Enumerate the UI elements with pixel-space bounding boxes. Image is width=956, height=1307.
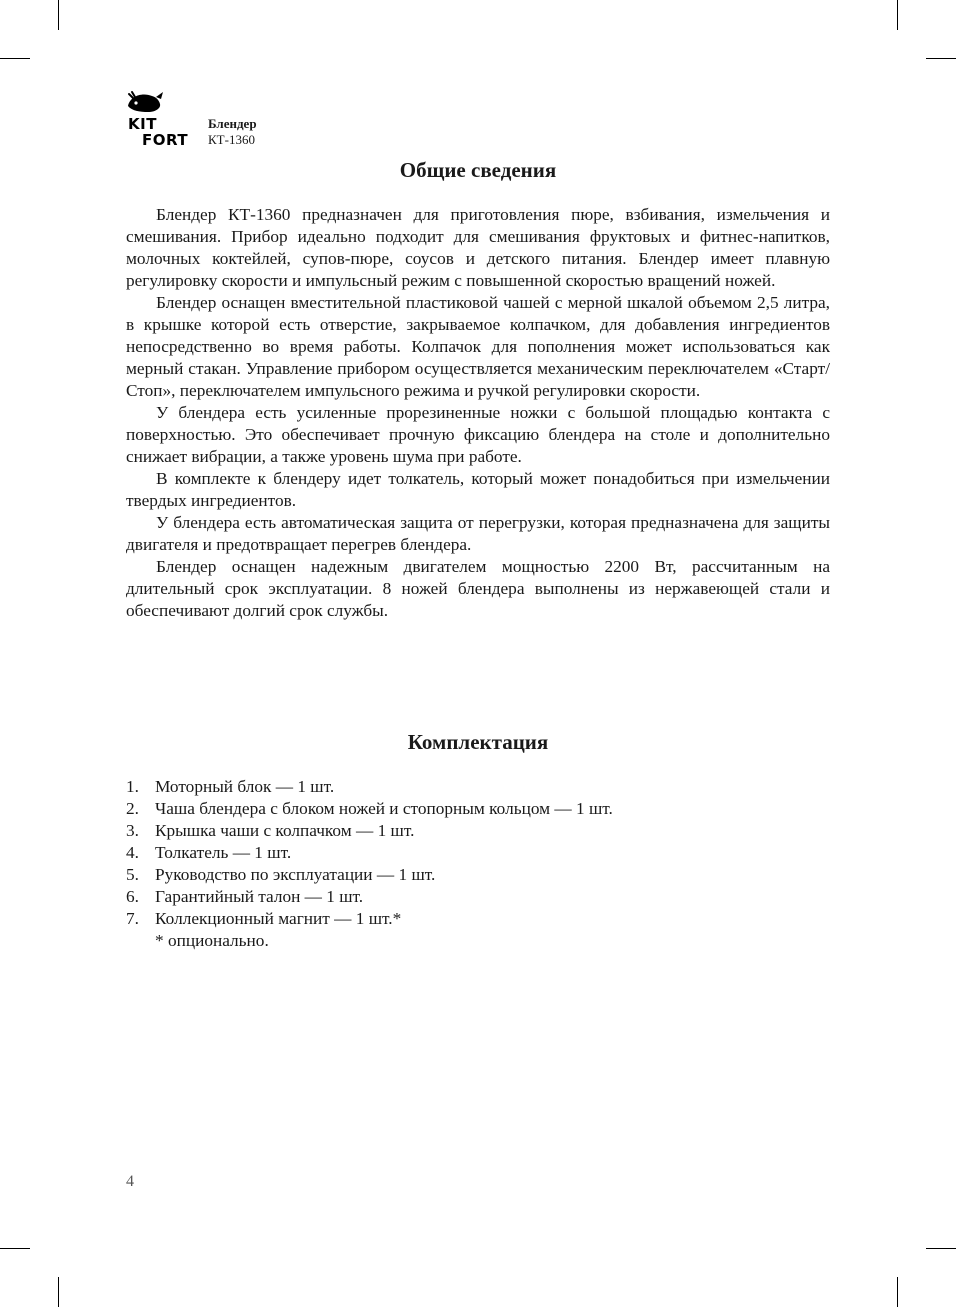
crop-mark-top-left-h	[0, 58, 30, 59]
paragraph: Блендер оснащен надежным двигателем мощностью 2200 Вт, рассчитанным на длительный срок эксплуатации. 8 ножей блендера выполнены из нержавеющей стали и обеспечивают долгий срок службы.	[126, 557, 830, 620]
product-label	[208, 116, 257, 148]
list-item-text: Коллекционный магнит — 1 шт.*	[155, 909, 402, 928]
crop-mark-bottom-left	[58, 1277, 59, 1307]
kit-list	[126, 776, 830, 930]
list-item	[126, 776, 830, 798]
logo-text-kit: KIT	[128, 115, 157, 133]
kit-footnote: * опционально.	[155, 931, 269, 950]
crop-mark-bottom-right	[897, 1277, 898, 1307]
list-item-number: 1.	[126, 777, 139, 796]
paragraph: Блендер КТ-1360 предназначен для приготовления пюре, взбивания, измельчения и смешивания. Прибор идеально подходит для смешивания фруктовых и фитнес-напитков, молочных коктейлей, супов-пюре, соусов и детского питания. Блендер имеет плавную регулировку скорости и импульсный режим с повышенной скоростью вращений ножей.	[126, 205, 830, 290]
list-item-text: Руководство по эксплуатации — 1 шт.	[155, 865, 436, 884]
crop-mark-top-right-h	[926, 58, 956, 59]
logo-text-fort: FORT	[142, 131, 189, 149]
product-model: КТ-1360	[208, 132, 255, 147]
list-item	[126, 820, 830, 842]
list-item-number: 2.	[126, 799, 139, 818]
list-item-text: Толкатель — 1 шт.	[155, 843, 292, 862]
list-item-text: Гарантийный талон — 1 шт.	[155, 887, 364, 906]
paragraph: В комплекте к блендеру идет толкатель, который может понадобиться при измельчении твердых ингредиентов.	[126, 469, 830, 510]
whale-icon	[126, 88, 166, 116]
list-item	[126, 842, 830, 864]
list-item	[126, 908, 830, 930]
list-item	[126, 864, 830, 886]
section-title-general: Общие сведения	[399, 158, 557, 182]
list-item-number: 6.	[126, 887, 139, 906]
paragraph: Блендер оснащен вместительной пластиковой чашей с мерной шкалой объемом 2,5 литра, в крышке которой есть отверстие, закрываемое колпачком, для добавления ингредиентов непосредственно во время работы. Колпачок для пополнения может использоваться как мерный стакан. Управление прибором осуществляется механическим переключателем «Старт/Стоп», переключателем импульсного режима и ручкой регулировки скорости.	[126, 293, 830, 400]
list-item-number: 3.	[126, 821, 139, 840]
general-info-text	[126, 204, 830, 622]
page-header	[126, 88, 426, 150]
paragraph: У блендера есть автоматическая защита от перегрузки, которая предназначена для защиты двигателя и предотвращает перегрев блендера.	[126, 513, 830, 554]
crop-mark-top-left	[58, 0, 59, 30]
list-item-text: Моторный блок — 1 шт.	[155, 777, 335, 796]
crop-mark-bottom-right-h	[926, 1248, 956, 1249]
paragraph: У блендера есть усиленные прорезиненные ножки с большой площадью контакта с поверхностью. Это обеспечивает прочную фиксацию блендера на столе и дополнительно снижает вибрации, а также уровень шума при работе.	[126, 403, 830, 466]
list-item-number: 5.	[126, 865, 139, 884]
list-item-text: Чаша блендера с блоком ножей и стопорным кольцом — 1 шт.	[155, 799, 613, 818]
page-number: 4	[126, 1173, 134, 1190]
crop-mark-top-right	[897, 0, 898, 30]
list-item	[126, 886, 830, 908]
list-item	[126, 798, 830, 820]
list-item-number: 7.	[126, 909, 139, 928]
crop-mark-bottom-left-h	[0, 1248, 30, 1249]
list-item-number: 4.	[126, 843, 139, 862]
section-title-kit: Комплектация	[407, 730, 549, 754]
product-name: Блендер	[208, 116, 257, 131]
list-item-text: Крышка чаши с колпачком — 1 шт.	[155, 821, 415, 840]
kitfort-logo	[126, 88, 194, 150]
